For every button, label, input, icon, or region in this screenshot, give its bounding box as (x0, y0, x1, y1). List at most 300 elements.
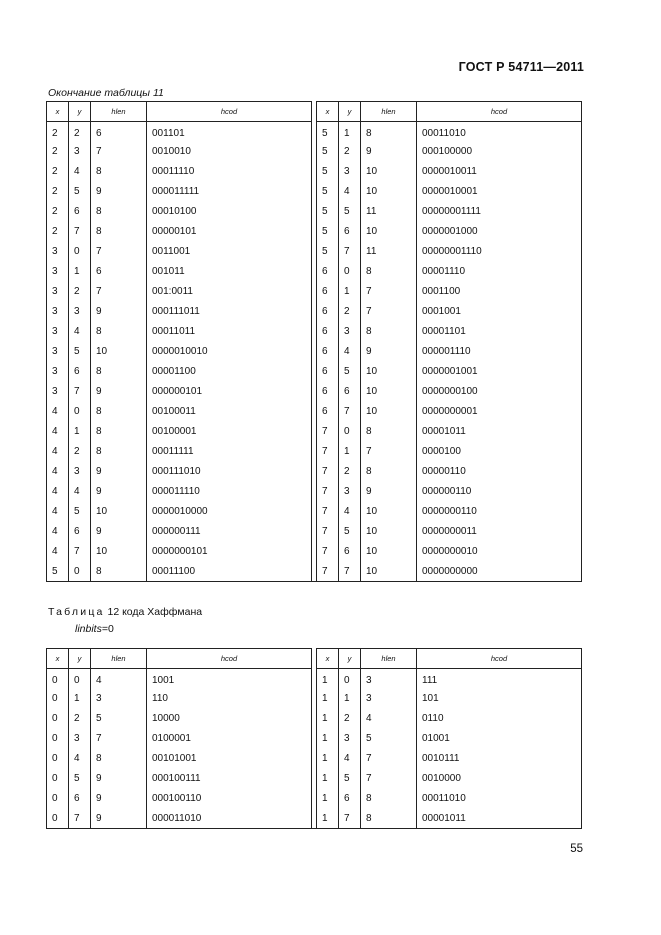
cell-y: 7 (69, 542, 91, 562)
cell-x: 6 (317, 302, 339, 322)
cell-y: 4 (69, 749, 91, 769)
cell-y: 6 (69, 362, 91, 382)
table-row (47, 689, 582, 709)
cell-x: 2 (47, 122, 69, 142)
cell-y: 4 (339, 342, 361, 362)
cell-x: 6 (317, 282, 339, 302)
cell-hcod: 00001011 (417, 422, 582, 442)
col-header-y: y (69, 102, 91, 122)
cell-x: 7 (317, 422, 339, 442)
cell-x: 1 (317, 729, 339, 749)
cell-x: 0 (47, 689, 69, 709)
table-row (47, 669, 582, 689)
cell-hlen: 10 (361, 362, 417, 382)
cell-hlen: 9 (361, 142, 417, 162)
cell-y: 4 (69, 162, 91, 182)
cell-hlen: 9 (91, 522, 147, 542)
cell-hlen: 9 (361, 482, 417, 502)
cell-hcod: 0000010010 (147, 342, 312, 362)
cell-y: 2 (339, 302, 361, 322)
cell-hlen: 8 (91, 222, 147, 242)
table-row (47, 122, 582, 142)
col-header-hcod: hcod (147, 649, 312, 669)
table-row (47, 809, 582, 829)
table-row (47, 789, 582, 809)
col-header-x: x (47, 102, 69, 122)
cell-y: 4 (339, 749, 361, 769)
cell-hlen: 10 (91, 502, 147, 522)
cell-y: 7 (339, 809, 361, 829)
cell-y: 7 (69, 222, 91, 242)
cell-hcod: 10000 (147, 709, 312, 729)
cell-hlen: 7 (361, 282, 417, 302)
cell-hlen: 8 (361, 809, 417, 829)
table-row (47, 482, 582, 502)
cell-x: 4 (47, 482, 69, 502)
cell-hlen: 8 (91, 442, 147, 462)
cell-x: 7 (317, 482, 339, 502)
cell-hlen: 4 (91, 669, 147, 689)
cell-x: 0 (47, 669, 69, 689)
cell-x: 0 (47, 809, 69, 829)
cell-hlen: 9 (91, 809, 147, 829)
cell-x: 5 (317, 142, 339, 162)
cell-hlen: 9 (91, 182, 147, 202)
cell-x: 2 (47, 202, 69, 222)
col-header-y: y (339, 649, 361, 669)
cell-x: 4 (47, 522, 69, 542)
cell-x: 5 (317, 202, 339, 222)
col-header-x: x (317, 649, 339, 669)
cell-hcod: 0001001 (417, 302, 582, 322)
cell-hcod: 00100011 (147, 402, 312, 422)
cell-hcod: 00001110 (417, 262, 582, 282)
col-header-y: y (69, 649, 91, 669)
cell-x: 7 (317, 562, 339, 582)
cell-y: 1 (69, 689, 91, 709)
cell-hlen: 10 (91, 342, 147, 362)
cell-hcod: 101 (417, 689, 582, 709)
cell-hcod: 001101 (147, 122, 312, 142)
cell-y: 2 (69, 122, 91, 142)
table12-caption-rest: 12 кода Хаффмана (104, 606, 203, 618)
table-row (47, 462, 582, 482)
table12-caption-word: Таблица (48, 606, 105, 618)
linbits-label: linbits (75, 623, 102, 635)
document-code: ГОСТ Р 54711—2011 (458, 60, 584, 74)
table-row (47, 342, 582, 362)
cell-x: 4 (47, 442, 69, 462)
cell-hlen: 10 (91, 542, 147, 562)
cell-hlen: 7 (361, 769, 417, 789)
cell-hcod: 000011110 (147, 482, 312, 502)
cell-hlen: 6 (91, 262, 147, 282)
cell-hcod: 0000000010 (417, 542, 582, 562)
cell-hcod: 000100110 (147, 789, 312, 809)
cell-x: 6 (317, 322, 339, 342)
cell-hlen: 9 (91, 769, 147, 789)
cell-hcod: 00010100 (147, 202, 312, 222)
table-row (47, 302, 582, 322)
cell-y: 2 (339, 462, 361, 482)
cell-hcod: 0000000110 (417, 502, 582, 522)
cell-y: 7 (339, 402, 361, 422)
cell-y: 0 (69, 242, 91, 262)
cell-y: 0 (69, 669, 91, 689)
cell-hlen: 7 (361, 749, 417, 769)
col-header-hlen: hlen (361, 102, 417, 122)
cell-y: 5 (69, 769, 91, 789)
cell-hcod: 00100001 (147, 422, 312, 442)
cell-x: 4 (47, 462, 69, 482)
cell-hlen: 9 (91, 382, 147, 402)
cell-hcod: 1001 (147, 669, 312, 689)
cell-hcod: 0000100 (417, 442, 582, 462)
table-row (47, 562, 582, 582)
cell-hcod: 000100000 (417, 142, 582, 162)
cell-x: 5 (317, 182, 339, 202)
table-row (47, 729, 582, 749)
cell-x: 4 (47, 542, 69, 562)
cell-x: 1 (317, 789, 339, 809)
cell-hcod: 0011001 (147, 242, 312, 262)
cell-hcod: 00000001110 (417, 242, 582, 262)
cell-x: 5 (47, 562, 69, 582)
cell-y: 2 (69, 282, 91, 302)
cell-hlen: 10 (361, 542, 417, 562)
cell-x: 0 (47, 749, 69, 769)
cell-x: 4 (47, 402, 69, 422)
cell-hcod: 00001101 (417, 322, 582, 342)
cell-hlen: 8 (91, 162, 147, 182)
cell-x: 4 (47, 422, 69, 442)
cell-y: 1 (69, 422, 91, 442)
cell-y: 3 (69, 302, 91, 322)
cell-hcod: 0000001000 (417, 222, 582, 242)
cell-hlen: 7 (91, 242, 147, 262)
table-row (47, 322, 582, 342)
cell-x: 6 (317, 382, 339, 402)
cell-x: 7 (317, 462, 339, 482)
cell-hlen: 10 (361, 182, 417, 202)
cell-hcod: 110 (147, 689, 312, 709)
cell-y: 6 (339, 542, 361, 562)
col-header-y: y (339, 102, 361, 122)
cell-hlen: 7 (91, 142, 147, 162)
cell-hcod: 000000101 (147, 382, 312, 402)
cell-hlen: 10 (361, 502, 417, 522)
cell-y: 5 (339, 202, 361, 222)
cell-hlen: 9 (91, 482, 147, 502)
cell-x: 7 (317, 442, 339, 462)
cell-y: 5 (69, 342, 91, 362)
cell-x: 3 (47, 282, 69, 302)
cell-x: 5 (317, 222, 339, 242)
cell-y: 2 (339, 142, 361, 162)
cell-x: 6 (317, 342, 339, 362)
cell-y: 7 (69, 809, 91, 829)
col-header-x: x (47, 649, 69, 669)
cell-x: 7 (317, 542, 339, 562)
table-row (47, 382, 582, 402)
table-row (47, 162, 582, 182)
cell-hcod: 00011111 (147, 442, 312, 462)
cell-hcod: 0000010011 (417, 162, 582, 182)
cell-x: 3 (47, 382, 69, 402)
cell-hcod: 01001 (417, 729, 582, 749)
cell-hlen: 10 (361, 522, 417, 542)
cell-y: 4 (69, 322, 91, 342)
cell-hlen: 11 (361, 242, 417, 262)
cell-hcod: 0010111 (417, 749, 582, 769)
cell-y: 2 (339, 709, 361, 729)
cell-hlen: 3 (91, 689, 147, 709)
cell-hcod: 0000000100 (417, 382, 582, 402)
cell-hlen: 9 (91, 462, 147, 482)
cell-hlen: 7 (361, 302, 417, 322)
cell-x: 6 (317, 362, 339, 382)
cell-y: 5 (339, 769, 361, 789)
cell-y: 5 (69, 502, 91, 522)
cell-hcod: 000111010 (147, 462, 312, 482)
cell-hlen: 8 (91, 362, 147, 382)
cell-x: 6 (317, 402, 339, 422)
cell-x: 5 (317, 242, 339, 262)
cell-y: 5 (69, 182, 91, 202)
col-header-hlen: hlen (361, 649, 417, 669)
huffman-table-11 (46, 101, 582, 582)
cell-y: 1 (339, 282, 361, 302)
cell-hcod: 000001110 (417, 342, 582, 362)
cell-y: 6 (69, 522, 91, 542)
table-row (47, 422, 582, 442)
cell-hcod: 00011010 (417, 789, 582, 809)
cell-x: 2 (47, 142, 69, 162)
cell-y: 5 (339, 362, 361, 382)
cell-hlen: 7 (91, 282, 147, 302)
cell-y: 0 (69, 562, 91, 582)
cell-y: 6 (339, 382, 361, 402)
cell-x: 2 (47, 162, 69, 182)
cell-hlen: 3 (361, 689, 417, 709)
table-row (47, 769, 582, 789)
huffman-table-12 (46, 648, 582, 829)
cell-x: 0 (47, 789, 69, 809)
cell-hlen: 8 (91, 749, 147, 769)
cell-x: 0 (47, 709, 69, 729)
cell-hlen: 8 (91, 422, 147, 442)
cell-hcod: 0000010001 (417, 182, 582, 202)
col-header-x: x (317, 102, 339, 122)
cell-x: 1 (317, 709, 339, 729)
cell-hcod: 0100001 (147, 729, 312, 749)
cell-x: 3 (47, 302, 69, 322)
cell-hcod: 00001100 (147, 362, 312, 382)
cell-y: 6 (69, 202, 91, 222)
linbits-note (75, 623, 114, 635)
table12-caption (48, 606, 202, 618)
cell-hcod: 00000001111 (417, 202, 582, 222)
cell-hcod: 00011010 (417, 122, 582, 142)
cell-x: 3 (47, 262, 69, 282)
table-row (47, 522, 582, 542)
cell-hcod: 0010010 (147, 142, 312, 162)
table-row (47, 362, 582, 382)
cell-x: 3 (47, 242, 69, 262)
cell-hlen: 8 (361, 322, 417, 342)
cell-y: 0 (339, 669, 361, 689)
cell-hcod: 111 (417, 669, 582, 689)
cell-x: 1 (317, 809, 339, 829)
col-header-hcod: hcod (147, 102, 312, 122)
cell-hlen: 7 (361, 442, 417, 462)
cell-y: 1 (339, 689, 361, 709)
cell-hcod: 000111011 (147, 302, 312, 322)
col-header-hcod: hcod (417, 102, 582, 122)
cell-x: 1 (317, 749, 339, 769)
cell-y: 4 (339, 502, 361, 522)
linbits-value: =0 (101, 623, 114, 635)
cell-hcod: 0000010000 (147, 502, 312, 522)
cell-x: 5 (317, 162, 339, 182)
cell-hlen: 8 (361, 122, 417, 142)
cell-x: 0 (47, 769, 69, 789)
cell-x: 3 (47, 322, 69, 342)
cell-y: 0 (339, 422, 361, 442)
table-row (47, 442, 582, 462)
cell-y: 3 (339, 162, 361, 182)
cell-hcod: 001011 (147, 262, 312, 282)
table-row (47, 202, 582, 222)
cell-y: 4 (339, 182, 361, 202)
cell-hcod: 00000110 (417, 462, 582, 482)
page-number: 55 (570, 843, 583, 855)
cell-y: 3 (339, 322, 361, 342)
cell-x: 4 (47, 502, 69, 522)
cell-hlen: 10 (361, 382, 417, 402)
cell-hlen: 10 (361, 222, 417, 242)
table-row (47, 182, 582, 202)
cell-y: 1 (69, 262, 91, 282)
cell-hlen: 8 (91, 202, 147, 222)
cell-hcod: 0000000101 (147, 542, 312, 562)
cell-x: 5 (317, 122, 339, 142)
cell-y: 5 (339, 522, 361, 542)
cell-hlen: 6 (91, 122, 147, 142)
cell-hlen: 8 (361, 789, 417, 809)
table11-header-row (47, 102, 582, 122)
table-row (47, 222, 582, 242)
cell-hcod: 0010000 (417, 769, 582, 789)
cell-x: 1 (317, 689, 339, 709)
table-row (47, 262, 582, 282)
cell-hcod: 0000000001 (417, 402, 582, 422)
cell-hlen: 4 (361, 709, 417, 729)
cell-hlen: 9 (91, 789, 147, 809)
cell-hlen: 5 (91, 709, 147, 729)
cell-x: 7 (317, 522, 339, 542)
col-header-hlen: hlen (91, 102, 147, 122)
cell-hcod: 00011011 (147, 322, 312, 342)
cell-hcod: 00101001 (147, 749, 312, 769)
cell-hcod: 0110 (417, 709, 582, 729)
table-row (47, 709, 582, 729)
cell-hcod: 0000001001 (417, 362, 582, 382)
cell-y: 0 (339, 262, 361, 282)
cell-hcod: 0000000011 (417, 522, 582, 542)
cell-x: 6 (317, 262, 339, 282)
cell-hlen: 8 (91, 322, 147, 342)
cell-y: 1 (339, 122, 361, 142)
cell-hlen: 10 (361, 162, 417, 182)
cell-y: 3 (339, 482, 361, 502)
cell-y: 6 (339, 222, 361, 242)
table-row (47, 749, 582, 769)
table-row (47, 242, 582, 262)
cell-hcod: 0001100 (417, 282, 582, 302)
cell-y: 1 (339, 442, 361, 462)
cell-hlen: 10 (361, 562, 417, 582)
cell-y: 6 (69, 789, 91, 809)
cell-x: 1 (317, 769, 339, 789)
table-row (47, 282, 582, 302)
cell-y: 0 (69, 402, 91, 422)
cell-hlen: 11 (361, 202, 417, 222)
cell-y: 3 (69, 462, 91, 482)
cell-hcod: 00011110 (147, 162, 312, 182)
cell-x: 3 (47, 342, 69, 362)
cell-y: 3 (69, 142, 91, 162)
cell-y: 3 (339, 729, 361, 749)
table-row (47, 542, 582, 562)
cell-x: 2 (47, 182, 69, 202)
col-header-hcod: hcod (417, 649, 582, 669)
cell-hlen: 8 (91, 562, 147, 582)
table-row (47, 402, 582, 422)
cell-y: 6 (339, 789, 361, 809)
table-row (47, 502, 582, 522)
cell-hcod: 00000101 (147, 222, 312, 242)
cell-x: 2 (47, 222, 69, 242)
cell-x: 0 (47, 729, 69, 749)
cell-y: 4 (69, 482, 91, 502)
cell-hcod: 000011010 (147, 809, 312, 829)
table-row (47, 142, 582, 162)
table12-header-row (47, 649, 582, 669)
cell-x: 1 (317, 669, 339, 689)
cell-hcod: 001:0011 (147, 282, 312, 302)
cell-hlen: 9 (361, 342, 417, 362)
cell-y: 7 (339, 562, 361, 582)
cell-hlen: 3 (361, 669, 417, 689)
cell-hcod: 0000000000 (417, 562, 582, 582)
cell-hcod: 000000110 (417, 482, 582, 502)
cell-hlen: 9 (91, 302, 147, 322)
cell-hcod: 00001011 (417, 809, 582, 829)
cell-hcod: 000000111 (147, 522, 312, 542)
cell-hlen: 8 (361, 422, 417, 442)
cell-y: 3 (69, 729, 91, 749)
cell-y: 2 (69, 442, 91, 462)
cell-hcod: 000100111 (147, 769, 312, 789)
cell-hlen: 8 (91, 402, 147, 422)
cell-y: 2 (69, 709, 91, 729)
cell-hlen: 7 (91, 729, 147, 749)
cell-hlen: 8 (361, 262, 417, 282)
table11-caption: Окончание таблицы 11 (48, 87, 164, 99)
col-header-hlen: hlen (91, 649, 147, 669)
cell-x: 7 (317, 502, 339, 522)
